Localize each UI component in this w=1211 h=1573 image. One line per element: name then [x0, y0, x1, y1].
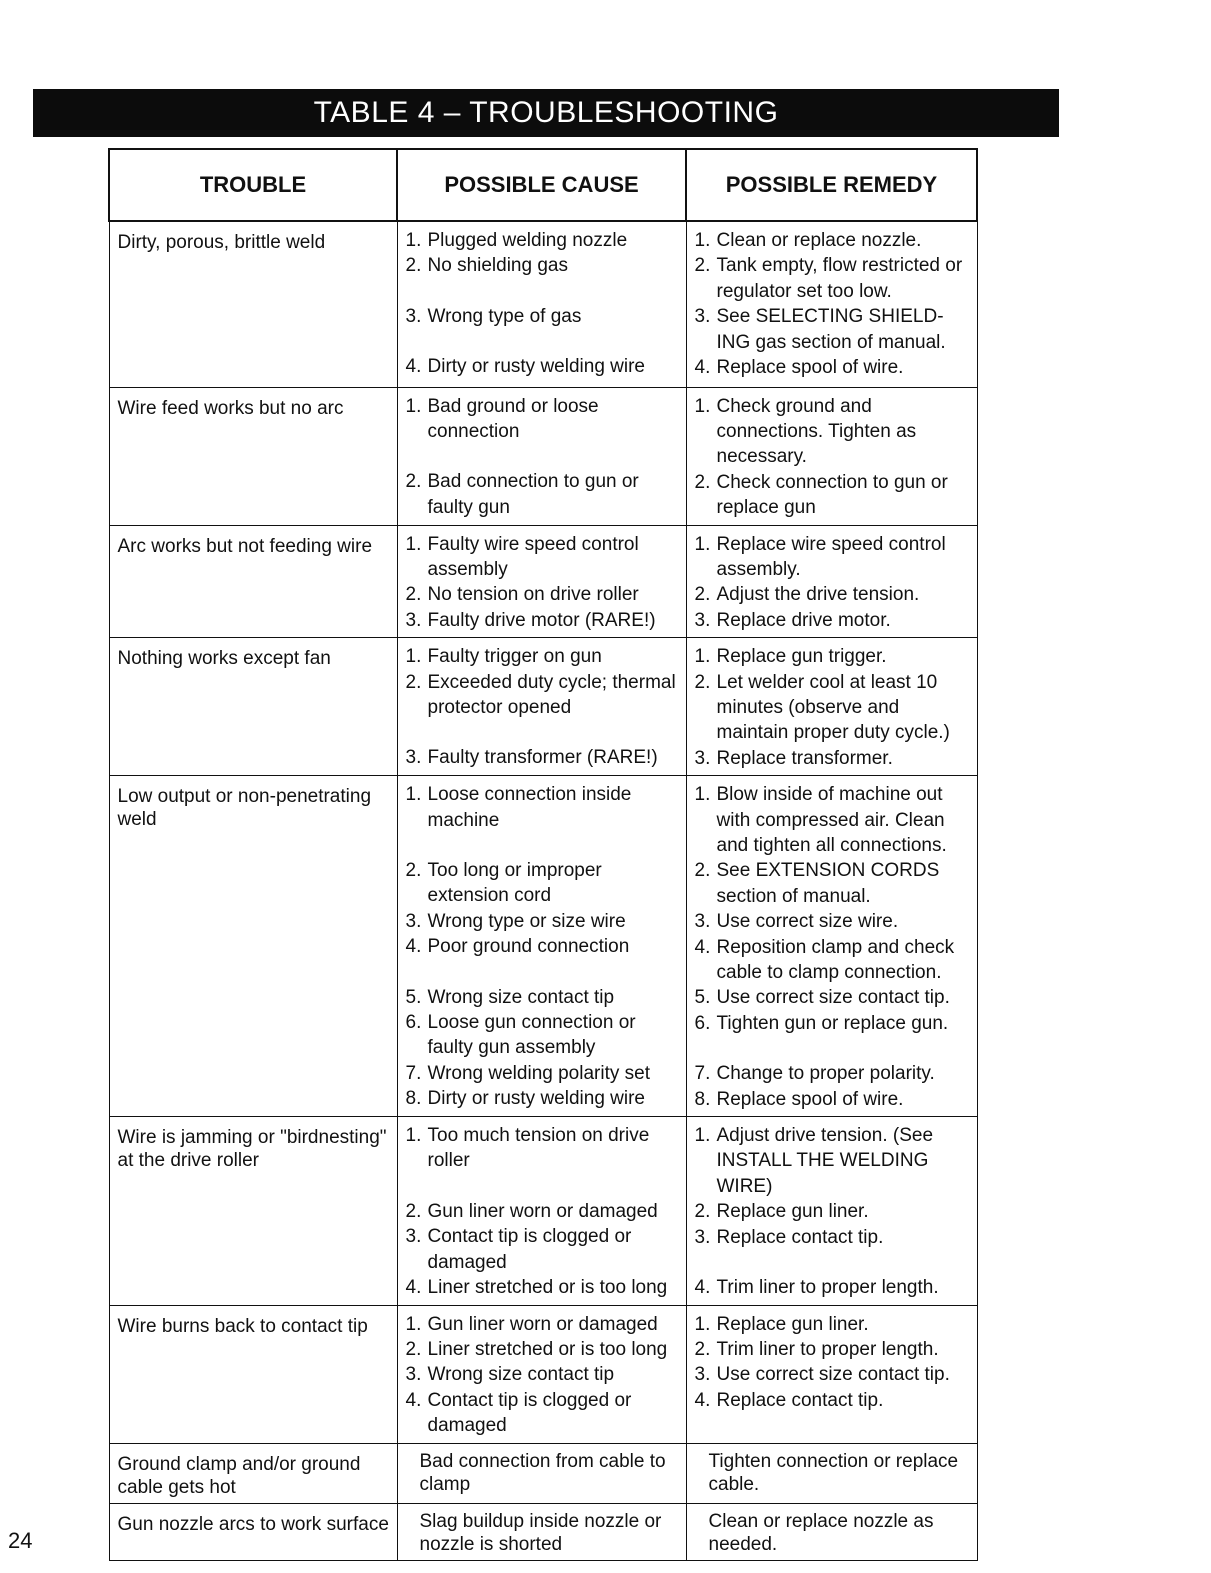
- trouble-cell: Gun nozzle arcs to work surface: [109, 1503, 397, 1560]
- list-item: [695, 470, 971, 521]
- page-number: 24: [8, 1528, 33, 1553]
- list-item: [695, 1337, 971, 1362]
- item-text: Too much tension on drive roller: [427, 1125, 650, 1172]
- item-number: 4.: [694, 1277, 711, 1299]
- item-text: See EXTENSION CORDS section of manual.: [716, 860, 940, 907]
- table-row: [109, 638, 977, 776]
- cause-cell: [397, 221, 686, 387]
- item-text: Blow inside of machine out with compressed air. Clean and tighten all connections.: [716, 784, 947, 856]
- item-text: Liner stretched or is too long: [427, 1338, 668, 1360]
- item-number: 1.: [694, 395, 711, 417]
- item-number: 2.: [694, 671, 711, 693]
- item-number: 4.: [405, 1277, 422, 1299]
- list-item: [406, 394, 680, 445]
- item-text: Check connection to gun or replace gun: [716, 471, 948, 519]
- trouble-cell: Arc works but not feeding wire: [109, 525, 397, 638]
- item-number: 2.: [405, 1200, 422, 1222]
- trouble-cell: Wire burns back to contact tip: [109, 1305, 397, 1443]
- item-number: 4.: [694, 936, 711, 958]
- item-text: Contact tip is clogged or damaged: [427, 1226, 632, 1273]
- item-text: Bad ground or loose connection: [427, 395, 599, 442]
- table-row: [109, 1443, 977, 1503]
- table-row: [109, 525, 977, 638]
- cause-cell: [397, 525, 686, 638]
- list-item: [695, 394, 971, 470]
- item-text: Replace gun trigger.: [716, 646, 887, 668]
- list-item: [695, 670, 971, 746]
- item-number: 2.: [405, 471, 422, 493]
- list-item: [406, 1224, 680, 1275]
- list-item: [695, 532, 971, 583]
- list-item: [406, 582, 680, 607]
- item-text: Too long or improper extension cord: [427, 860, 602, 907]
- item-text: Replace spool of wire.: [716, 357, 904, 379]
- list-item: [406, 228, 680, 253]
- item-text: Replace gun liner.: [716, 1313, 869, 1335]
- item-text: Plugged welding nozzle: [427, 230, 628, 251]
- item-number: 4.: [405, 1389, 422, 1411]
- item-text: Wrong type of gas: [427, 305, 582, 327]
- item-text: Wrong size contact tip: [427, 986, 615, 1008]
- cause-text: Bad connection from cable to clamp: [419, 1450, 666, 1495]
- list-item: [695, 644, 971, 669]
- cause-cell: [397, 1117, 686, 1305]
- list-item: [406, 304, 680, 329]
- item-text: Faulty drive motor (RARE!): [427, 609, 656, 631]
- item-number: 3.: [405, 910, 422, 932]
- table-row: [109, 221, 977, 387]
- list-item: [406, 985, 680, 1010]
- item-number: 4.: [405, 936, 422, 958]
- remedy-cell: [686, 776, 977, 1117]
- header-possible-cause: POSSIBLE CAUSE: [397, 149, 686, 221]
- list-item: [406, 253, 680, 278]
- item-number: 1.: [694, 784, 711, 806]
- item-text: Reposition clamp and check cable to clamp connection.: [716, 936, 955, 984]
- item-text: Adjust drive tension. (See INSTALL THE WELDING WIRE): [716, 1125, 934, 1197]
- item-number: 3.: [694, 1364, 711, 1386]
- header-trouble: TROUBLE: [109, 149, 397, 221]
- item-number: 1.: [405, 395, 422, 417]
- item-number: 8.: [694, 1088, 711, 1110]
- item-text: Loose connection inside machine: [427, 784, 632, 831]
- list-item: [695, 746, 971, 771]
- item-text: Change to proper polarity.: [716, 1063, 935, 1085]
- list-item: [695, 1061, 971, 1086]
- item-number: 3.: [405, 609, 422, 631]
- item-number: 2.: [694, 584, 711, 606]
- item-number: 5.: [405, 986, 422, 1008]
- item-text: Faulty wire speed control assembly: [427, 533, 639, 580]
- list-item: [406, 469, 680, 520]
- item-text: Tank empty, flow restricted or regulator set too low.: [716, 255, 963, 302]
- item-number: 5.: [694, 987, 711, 1009]
- item-text: Replace spool of wire.: [716, 1088, 904, 1110]
- list-item: [695, 1388, 971, 1413]
- item-text: Replace gun liner.: [716, 1201, 869, 1223]
- trouble-cell: Wire is jamming or "birdnesting" at the drive roller: [109, 1117, 397, 1305]
- list-item: [695, 935, 971, 986]
- item-number: 1.: [694, 533, 711, 555]
- trouble-cell: Low output or non-penetrating weld: [109, 776, 397, 1117]
- remedy-cell: [686, 638, 977, 776]
- list-item: [695, 1199, 971, 1224]
- item-number: 1.: [694, 1125, 711, 1147]
- item-text: Exceeded duty cycle; thermal protector opened: [427, 671, 676, 718]
- item-number: 3.: [405, 747, 422, 769]
- item-text: Liner stretched or is too long: [427, 1277, 668, 1299]
- list-item: [695, 1362, 971, 1387]
- remedy-cell: [686, 1305, 977, 1443]
- remedy-cell: [686, 1117, 977, 1305]
- item-number: 1.: [405, 230, 422, 251]
- list-item: [695, 355, 971, 380]
- list-item: [406, 1362, 680, 1387]
- cause-cell: [397, 1503, 686, 1560]
- item-number: 4.: [694, 1389, 711, 1411]
- list-item: [695, 985, 971, 1010]
- item-text: Replace drive motor.: [716, 609, 891, 631]
- item-number: 6.: [405, 1012, 422, 1034]
- list-item: [695, 1275, 971, 1300]
- item-number: 1.: [405, 1313, 422, 1335]
- list-item: [695, 228, 971, 253]
- list-item: [695, 304, 971, 355]
- item-number: 2.: [694, 471, 711, 493]
- item-number: 7.: [694, 1063, 711, 1085]
- item-number: 3.: [694, 911, 711, 933]
- item-text: Faulty trigger on gun: [427, 646, 602, 668]
- item-text: Adjust the drive tension.: [716, 584, 920, 606]
- remedy-cell: [686, 1443, 977, 1503]
- list-item: [406, 1312, 680, 1337]
- item-number: 2.: [405, 860, 422, 881]
- list-item: [695, 1011, 971, 1036]
- item-text: Wrong size contact tip: [427, 1364, 615, 1386]
- header-possible-remedy: POSSIBLE REMEDY: [686, 149, 977, 221]
- item-number: 2.: [694, 860, 711, 882]
- trouble-cell: Nothing works except fan: [109, 638, 397, 776]
- list-item: [406, 1061, 680, 1086]
- item-text: Loose gun connection or faulty gun assembly: [427, 1012, 636, 1059]
- item-text: Tighten gun or replace gun.: [716, 1012, 949, 1034]
- item-text: See SELECTING SHIELD-ING gas section of manual.: [716, 306, 946, 353]
- list-item: [695, 858, 971, 909]
- list-item: [695, 1087, 971, 1112]
- item-text: Bad connection to gun or faulty gun: [427, 471, 639, 518]
- list-item: [406, 858, 680, 909]
- item-number: 1.: [405, 784, 422, 806]
- trouble-cell: Dirty, porous, brittle weld: [109, 221, 397, 387]
- item-text: No shielding gas: [427, 255, 568, 277]
- list-item: [695, 782, 971, 858]
- item-text: Wrong welding polarity set: [427, 1062, 650, 1084]
- item-text: Replace contact tip.: [716, 1226, 884, 1248]
- item-number: 4.: [405, 356, 422, 378]
- item-number: 1.: [405, 533, 422, 555]
- item-text: Trim liner to proper length.: [716, 1338, 939, 1360]
- list-item: [406, 1337, 680, 1362]
- list-item: [406, 1086, 680, 1111]
- remedy-cell: [686, 1503, 977, 1560]
- table-row: [109, 387, 977, 525]
- remedy-cell: [686, 387, 977, 525]
- item-text: Use correct size wire.: [716, 911, 899, 933]
- remedy-cell: [686, 525, 977, 638]
- item-text: Replace transformer.: [716, 747, 893, 769]
- item-text: Use correct size contact tip.: [716, 987, 950, 1009]
- item-number: 2.: [405, 255, 422, 277]
- list-item: [695, 1225, 971, 1250]
- list-item: [406, 782, 680, 833]
- item-text: Check ground and connections. Tighten as necessary.: [716, 395, 917, 468]
- trouble-cell: Ground clamp and/or ground cable gets hot: [109, 1443, 397, 1503]
- cause-cell: [397, 387, 686, 525]
- item-number: 2.: [405, 584, 422, 606]
- list-item: [406, 745, 680, 770]
- item-number: 2.: [694, 255, 711, 277]
- list-item: [695, 608, 971, 633]
- remedy-text: Tighten connection or replace cable.: [708, 1450, 959, 1495]
- item-number: 3.: [694, 306, 711, 328]
- item-number: 3.: [694, 747, 711, 769]
- item-text: Contact tip is clogged or damaged: [427, 1389, 632, 1437]
- table-row: [109, 776, 977, 1117]
- item-text: Poor ground connection: [427, 936, 630, 958]
- list-item: [695, 909, 971, 934]
- trouble-cell: Wire feed works but no arc: [109, 387, 397, 525]
- list-item: [406, 1275, 680, 1300]
- item-number: 3.: [694, 1226, 711, 1248]
- list-item: [406, 909, 680, 934]
- item-number: 1.: [405, 1125, 422, 1147]
- table-row: [109, 1305, 977, 1443]
- list-item: [406, 670, 680, 721]
- table-body: [109, 221, 977, 1560]
- item-text: Use correct size contact tip.: [716, 1364, 950, 1386]
- cause-cell: [397, 776, 686, 1117]
- item-number: 1.: [694, 646, 711, 668]
- item-number: 3.: [405, 1226, 422, 1248]
- item-text: Let welder cool at least 10 minutes (observe and maintain proper duty cycle.): [716, 671, 950, 744]
- item-number: 3.: [405, 1364, 422, 1386]
- remedy-cell: [686, 221, 977, 387]
- list-item: [406, 1388, 680, 1439]
- item-number: 8.: [405, 1088, 422, 1110]
- list-item: [406, 644, 680, 669]
- item-text: Gun liner worn or damaged: [427, 1313, 658, 1335]
- list-item: [695, 253, 971, 304]
- list-item: [406, 532, 680, 583]
- list-item: [695, 1123, 971, 1199]
- list-item: [406, 354, 680, 379]
- item-number: 1.: [694, 1313, 711, 1335]
- item-text: Faulty transformer (RARE!): [427, 747, 658, 769]
- cause-cell: [397, 1305, 686, 1443]
- cause-cell: [397, 638, 686, 776]
- item-text: Trim liner to proper length.: [716, 1277, 939, 1299]
- list-item: [406, 1123, 680, 1174]
- remedy-text: Clean or replace nozzle as needed.: [708, 1510, 934, 1555]
- item-text: Clean or replace nozzle.: [716, 230, 922, 251]
- header-row: [109, 149, 977, 221]
- item-number: 2.: [405, 1338, 422, 1360]
- item-text: Replace wire speed control assembly.: [716, 533, 946, 580]
- item-text: Dirty or rusty welding wire: [427, 1088, 645, 1110]
- item-number: 2.: [694, 1338, 711, 1360]
- item-number: 4.: [694, 357, 711, 379]
- list-item: [695, 582, 971, 607]
- table-title: TABLE 4 – TROUBLESHOOTING: [33, 89, 1059, 137]
- item-number: 1.: [405, 646, 422, 668]
- item-number: 3.: [405, 305, 422, 327]
- table-row: [109, 1117, 977, 1305]
- list-item: [406, 934, 680, 959]
- troubleshooting-table: [108, 148, 978, 1561]
- item-number: 2.: [694, 1201, 711, 1223]
- item-number: 3.: [694, 609, 711, 631]
- table-row: [109, 1503, 977, 1560]
- list-item: [406, 608, 680, 633]
- item-text: Wrong type or size wire: [427, 910, 626, 932]
- item-number: 6.: [694, 1012, 711, 1034]
- item-text: Gun liner worn or damaged: [427, 1200, 658, 1222]
- cause-cell: [397, 1443, 686, 1503]
- item-number: 2.: [405, 671, 422, 693]
- item-text: No tension on drive roller: [427, 584, 639, 606]
- item-text: Dirty or rusty welding wire: [427, 356, 645, 378]
- list-item: [695, 1312, 971, 1337]
- list-item: [406, 1010, 680, 1061]
- list-item: [406, 1199, 680, 1224]
- cause-text: Slag buildup inside nozzle or nozzle is shorted: [419, 1510, 662, 1555]
- item-text: Replace contact tip.: [716, 1389, 884, 1411]
- item-number: 1.: [694, 230, 711, 251]
- item-number: 7.: [405, 1062, 422, 1084]
